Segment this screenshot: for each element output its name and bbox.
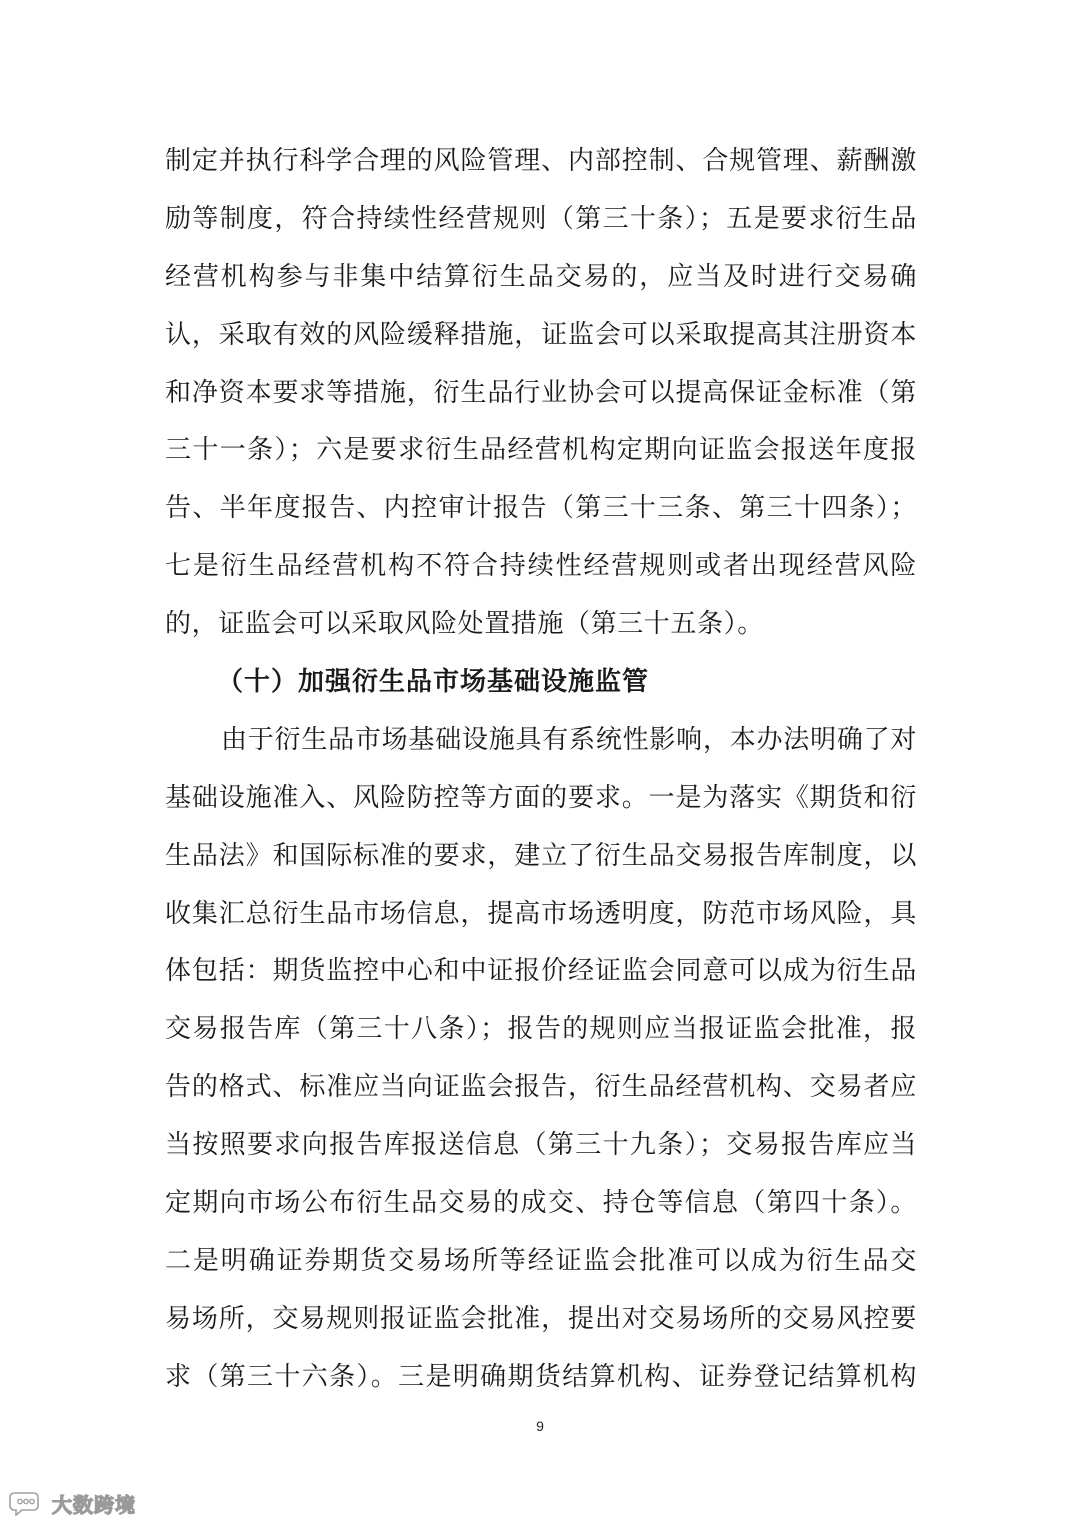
watermark <box>8 1488 136 1518</box>
text-line: 制定并执行科学合理的风险管理、内部控制、合规管理、薪酬激 <box>165 146 917 176</box>
text-line: 三十一条）；六是要求衍生品经营机构定期向证监会报送年度报 <box>165 435 917 466</box>
body-text <box>165 133 917 1407</box>
text-line: 生品法》和国际标准的要求，建立了衍生品交易报告库制度，以 <box>165 840 917 871</box>
text-line: 和净资本要求等措施，衍生品行业协会可以提高保证金标准（第 <box>165 377 917 408</box>
text-line: 七是衍生品经营机构不符合持续性经营规则或者出现经营风险 <box>165 551 917 582</box>
text-line: 经营机构参与非集中结算衍生品交易的，应当及时进行交易确 <box>165 261 917 292</box>
speech-bubble-logo-icon <box>8 1490 46 1516</box>
text-line: 二是明确证券期货交易场所等经证监会批准可以成为衍生品交 <box>165 1245 917 1276</box>
text-line: 告的格式、标准应当向证监会报告，衍生品经营机构、交易者应 <box>165 1072 917 1103</box>
text-line: 的，证监会可以采取风险处置措施（第三十五条）。 <box>165 609 764 640</box>
text-line: 由于衍生品市场基础设施具有系统性影响，本办法明确了对 <box>221 724 917 755</box>
text-line: 体包括：期货监控中心和中证报价经证监会同意可以成为衍生品 <box>165 956 917 987</box>
text-line: 易场所，交易规则报证监会批准，提出对交易场所的交易风控要 <box>165 1303 917 1334</box>
section-heading: （十）加强衍生品市场基础设施监管 <box>217 667 650 698</box>
page-number: 9 <box>536 1418 544 1434</box>
text-line: 认，采取有效的风险缓释措施，证监会可以采取提高其注册资本 <box>165 319 917 350</box>
text-line: 收集汇总衍生品市场信息，提高市场透明度，防范市场风险，具 <box>165 898 917 929</box>
text-line: 定期向市场公布衍生品交易的成交、持仓等信息（第四十条）。 <box>165 1188 917 1219</box>
text-line: 告、半年度报告、内控审计报告（第三十三条、第三十四条）； <box>165 493 917 524</box>
text-line: 励等制度，符合持续性经营规则（第三十条）；五是要求衍生品 <box>165 203 917 234</box>
text-line: 交易报告库（第三十八条）；报告的规则应当报证监会批准，报 <box>165 1014 917 1045</box>
text-line: 当按照要求向报告库报送信息（第三十九条）；交易报告库应当 <box>165 1130 917 1161</box>
watermark-text: 大数跨境 <box>52 1492 136 1517</box>
text-line: 求（第三十六条）。三是明确期货结算机构、证券登记结算机构 <box>165 1361 917 1392</box>
text-line: 基础设施准入、风险防控等方面的要求。一是为落实《期货和衍 <box>165 782 917 813</box>
